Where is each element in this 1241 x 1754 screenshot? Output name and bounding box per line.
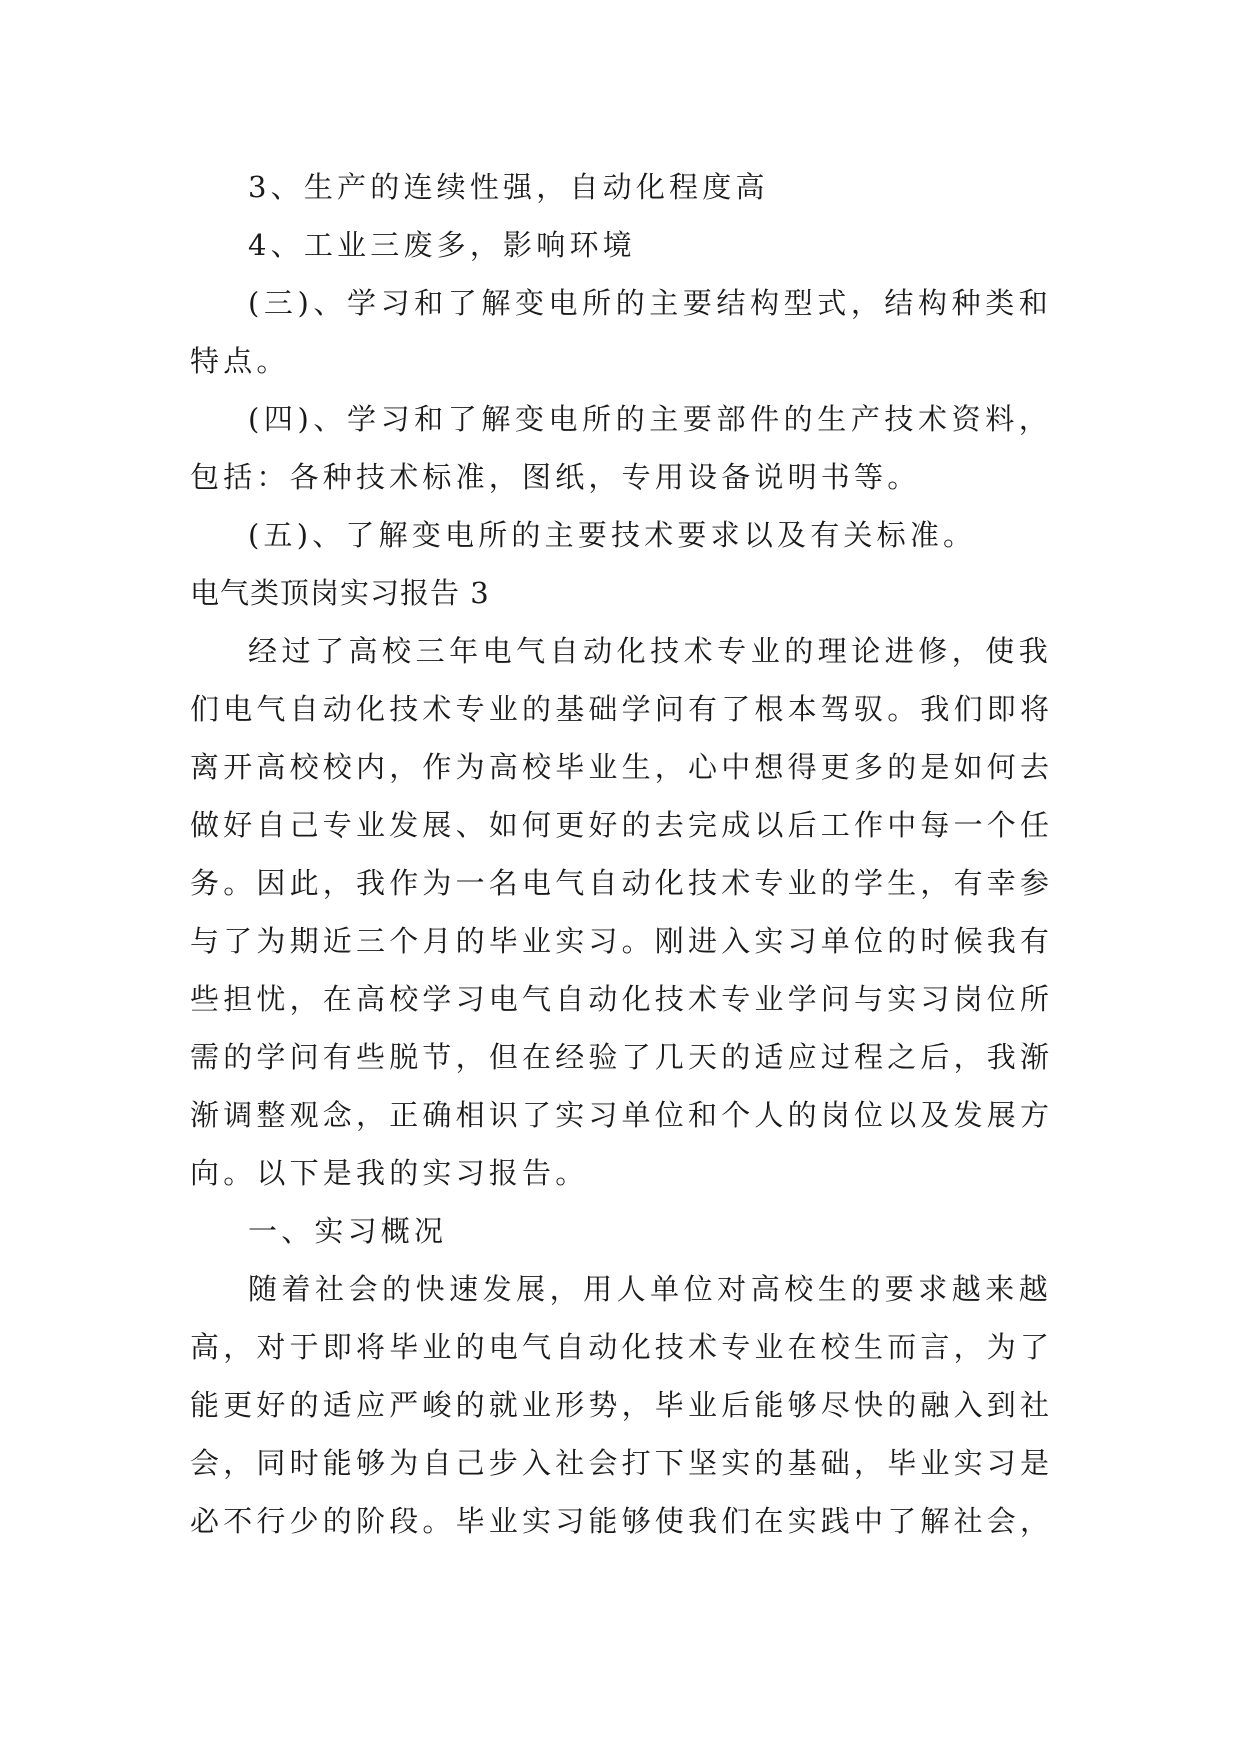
intro-paragraph-line-8: 需的学问有些脱节，但在经验了几天的适应过程之后，我渐 <box>190 1040 1054 1074</box>
report-title: 电气类顶岗实习报告 3 <box>190 576 490 610</box>
list-item-industrial-waste: 4、工业三废多，影响环境 <box>248 228 636 262</box>
intro-paragraph-line-1: 经过了高校三年电气自动化技术专业的理论进修，使我 <box>248 634 1052 668</box>
overview-paragraph-line-5: 必不行少的阶段。毕业实习能够使我们在实践中了解社会， <box>190 1504 1054 1538</box>
overview-paragraph-line-4: 会，同时能够为自己步入社会打下坚实的基础，毕业实习是 <box>190 1446 1054 1480</box>
intro-paragraph-line-10: 向。以下是我的实习报告。 <box>190 1156 589 1190</box>
intro-paragraph-line-9: 渐调整观念，正确相识了实习单位和个人的岗位以及发展方 <box>190 1098 1054 1132</box>
intro-paragraph-line-6: 与了为期近三个月的毕业实习。刚进入实习单位的时候我有 <box>190 924 1054 958</box>
intro-paragraph-line-5: 务。因此，我作为一名电气自动化技术专业的学生，有幸参 <box>190 866 1054 900</box>
intro-paragraph-line-2: 们电气自动化技术专业的基础学问有了根本驾驭。我们即将 <box>190 692 1054 726</box>
intro-paragraph-line-7: 些担忧，在高校学习电气自动化技术专业学问与实习岗位所 <box>190 982 1054 1016</box>
section-three-line-1: (三)、学习和了解变电所的主要结构型式，结构种类和 <box>248 286 1052 320</box>
section-five-line: (五)、了解变电所的主要技术要求以及有关标准。 <box>248 518 977 552</box>
overview-paragraph-line-2: 高，对于即将毕业的电气自动化技术专业在校生而言，为了 <box>190 1330 1054 1364</box>
section-three-line-2: 特点。 <box>190 344 290 378</box>
section-four-line-1: (四)、学习和了解变电所的主要部件的生产技术资料， <box>248 402 1052 436</box>
section-four-line-2: 包括：各种技术标准，图纸，专用设备说明书等。 <box>190 460 921 494</box>
overview-paragraph-line-3: 能更好的适应严峻的就业形势，毕业后能够尽快的融入到社 <box>190 1388 1054 1422</box>
section-heading-overview: 一、实习概况 <box>248 1214 448 1248</box>
list-item-production-continuity: 3、生产的连续性强，自动化程度高 <box>248 170 769 204</box>
intro-paragraph-line-4: 做好自己专业发展、如何更好的去完成以后工作中每一个任 <box>190 808 1054 842</box>
intro-paragraph-line-3: 离开高校校内，作为高校毕业生，心中想得更多的是如何去 <box>190 750 1054 784</box>
overview-paragraph-line-1: 随着社会的快速发展，用人单位对高校生的要求越来越 <box>248 1272 1052 1306</box>
document-body <box>190 158 1052 1550</box>
